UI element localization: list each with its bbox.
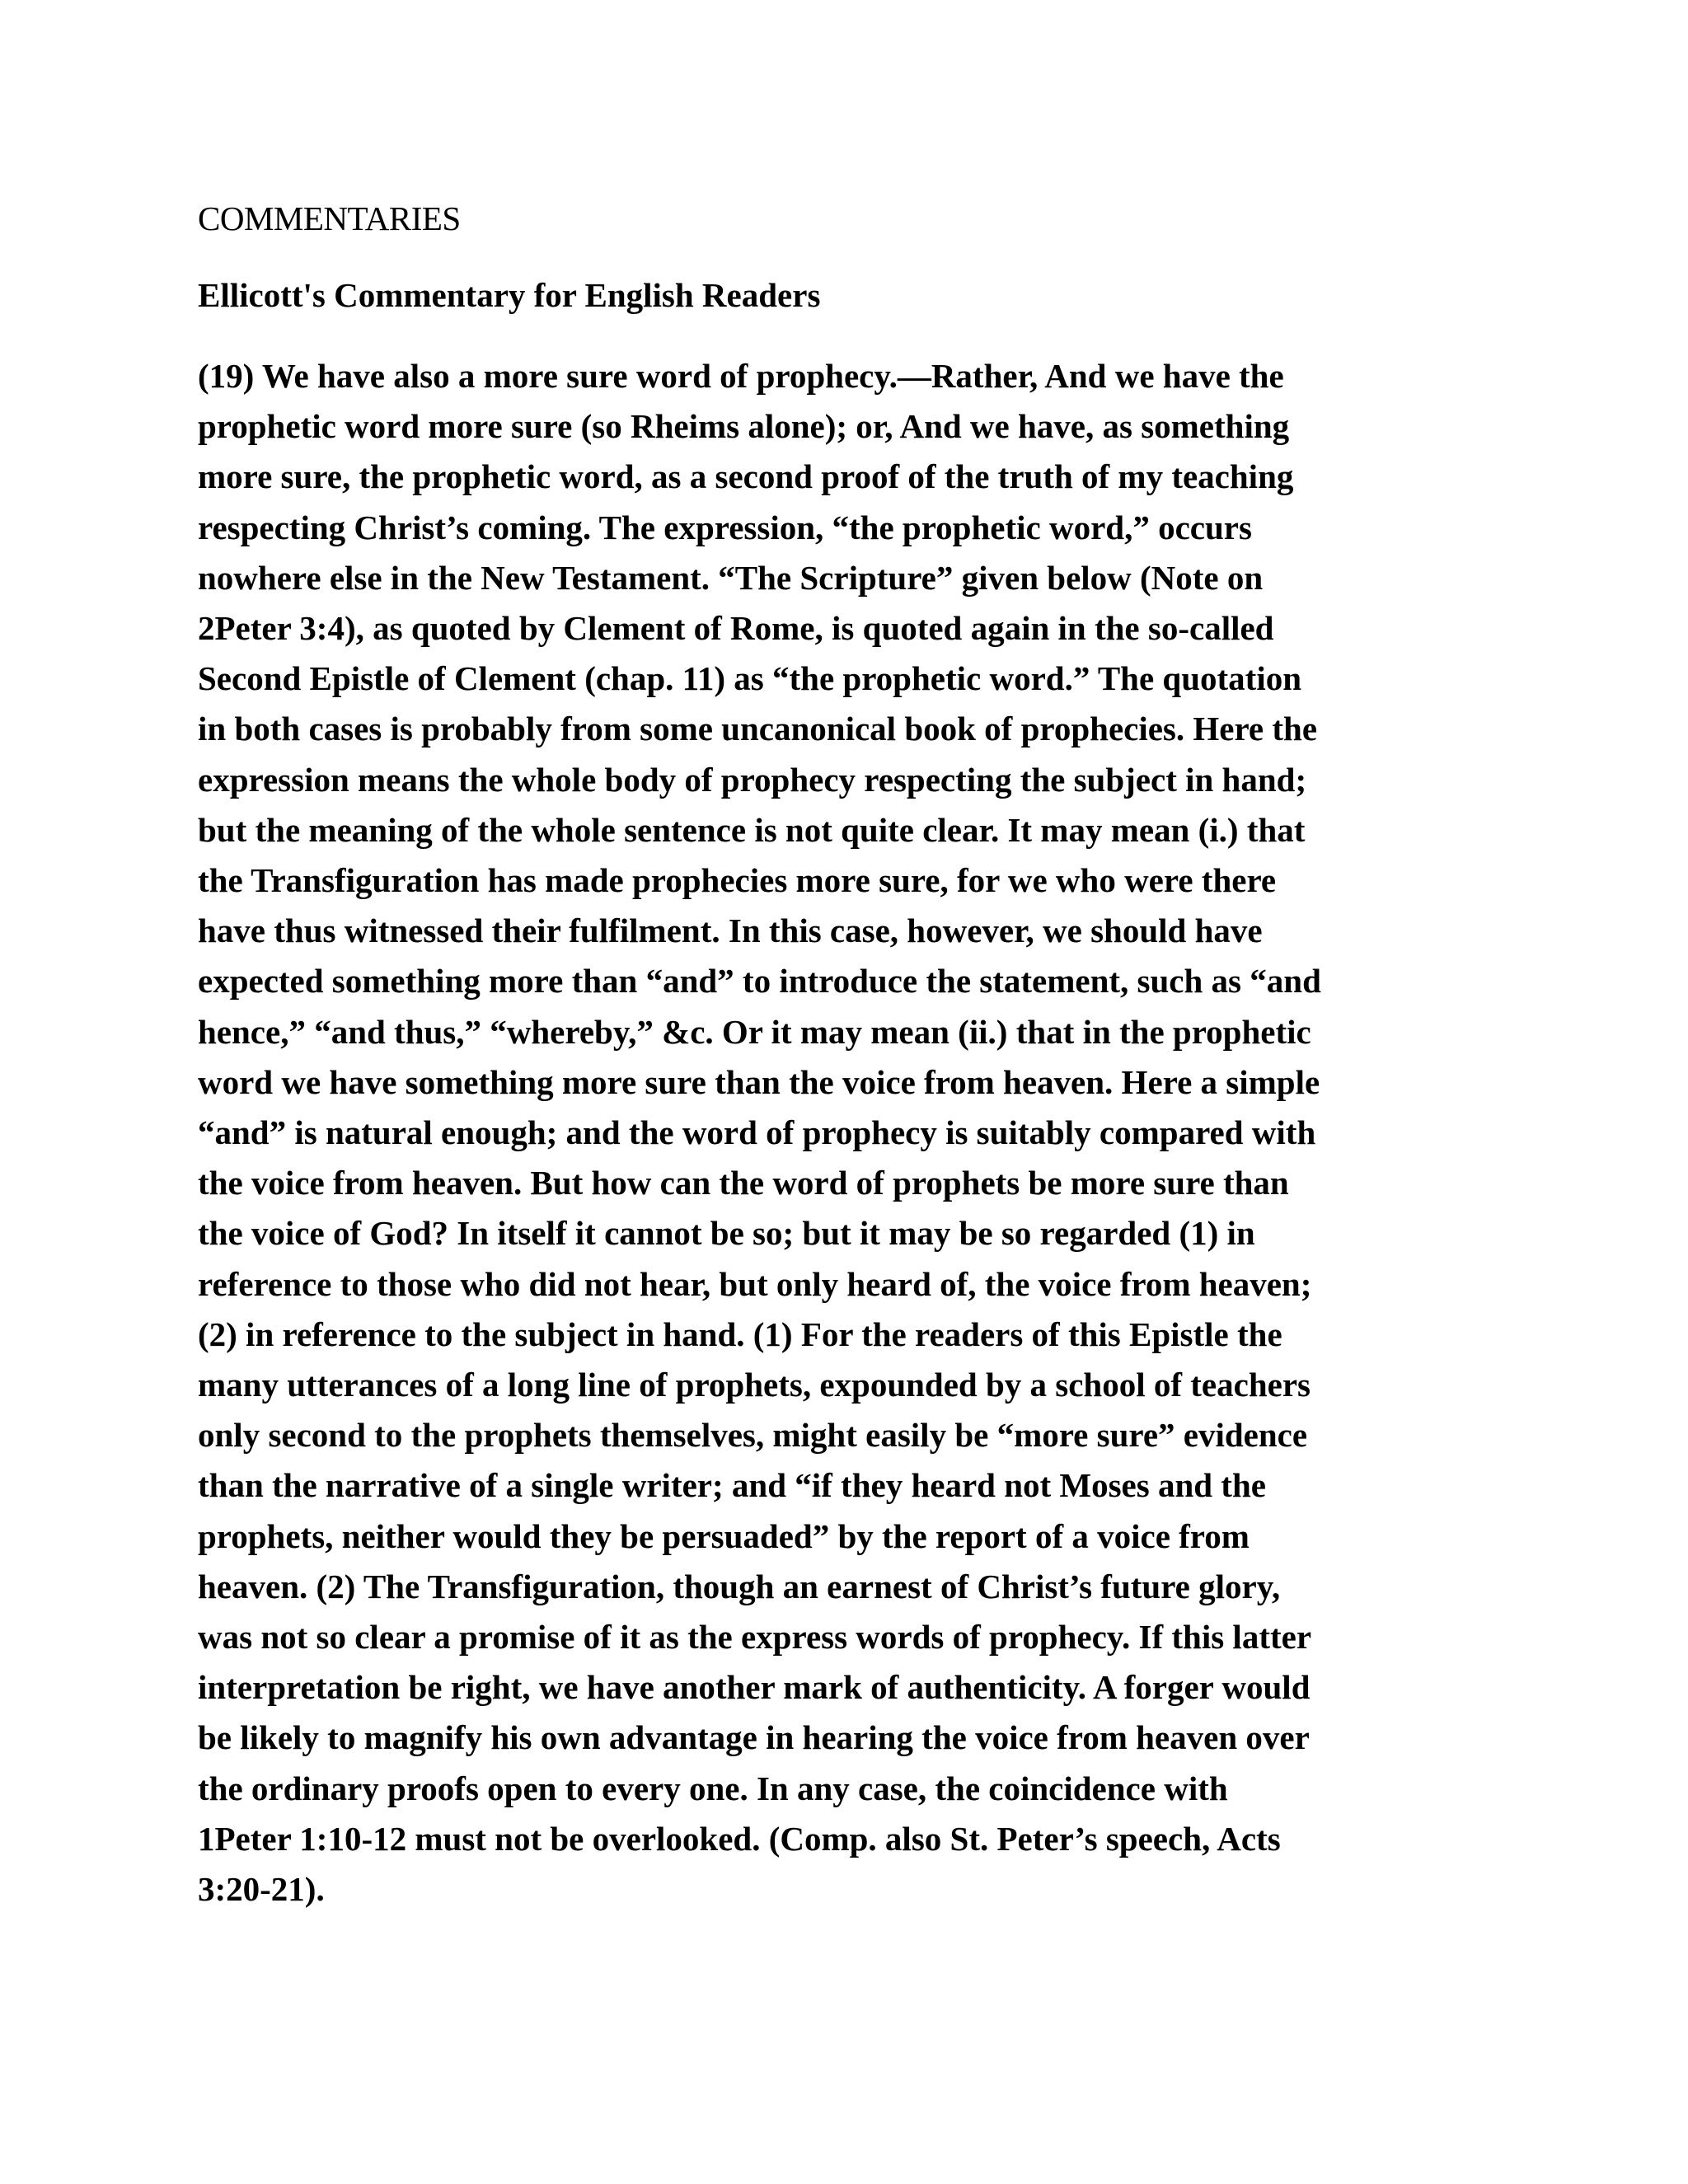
paragraph-line: hence,” “and thus,” “whereby,” &c. Or it may mean (ii.) that in the prophetic <box>198 1012 1311 1051</box>
paragraph-line: heaven. (2) The Transfiguration, though an earnest of Christ’s future glory, <box>198 1567 1281 1605</box>
paragraph-line: many utterances of a long line of prophets, expounded by a school of teachers <box>198 1366 1311 1404</box>
paragraph-line: 3:20-21). <box>198 1870 325 1909</box>
commentary-title: Ellicott's Commentary for English Readers <box>198 276 821 314</box>
paragraph-line: expected something more than “and” to introduce the statement, such as “and <box>198 962 1321 1001</box>
paragraph-line: the Transfiguration has made prophecies more sure, for we who were there <box>198 861 1277 900</box>
paragraph-line: (2) in reference to the subject in hand. (1) For the readers of this Epistle the <box>198 1315 1282 1353</box>
paragraph-line: 2Peter 3:4), as quoted by Clement of Rome, is quoted again in the so-called <box>198 609 1274 648</box>
paragraph-line: “and” is natural enough; and the word of prophecy is suitably compared with <box>198 1113 1316 1152</box>
paragraph-line: prophetic word more sure (so Rheims alone); or, And we have, as something <box>198 407 1290 446</box>
paragraph-line: nowhere else in the New Testament. “The Scripture” given below (Note on <box>198 558 1264 597</box>
paragraph-line: respecting Christ’s coming. The expression, “the prophetic word,” occurs <box>198 508 1252 546</box>
paragraph-line: reference to those who did not hear, but only heard of, the voice from heaven; <box>198 1264 1312 1303</box>
paragraph-line: be likely to magnify his own advantage in hearing the voice from heaven over <box>198 1718 1310 1757</box>
paragraph-line: interpretation be right, we have another mark of authenticity. A forger would <box>198 1668 1311 1707</box>
paragraph-line: only second to the prophets themselves, might easily be “more sure” evidence <box>198 1416 1308 1455</box>
paragraph-line: more sure, the prophetic word, as a second proof of the truth of my teaching <box>198 457 1294 496</box>
paragraph-line: have thus witnessed their fulfilment. In this case, however, we should have <box>198 912 1263 950</box>
paragraph-line: than the narrative of a single writer; and “if they heard not Moses and the <box>198 1466 1266 1505</box>
paragraph-line: the voice from heaven. But how can the word of prophets be more sure than <box>198 1164 1289 1202</box>
document-heading: COMMENTARIES <box>198 199 461 237</box>
commentary-paragraph <box>198 351 1484 1915</box>
paragraph-line: prophets, neither would they be persuaded” by the report of a voice from <box>198 1516 1250 1555</box>
paragraph-line: 1Peter 1:10-12 must not be overlooked. (Comp. also St. Peter’s speech, Acts <box>198 1819 1281 1858</box>
paragraph-line: the ordinary proofs open to every one. In any case, the coincidence with <box>198 1769 1228 1807</box>
paragraph-line: (19) We have also a more sure word of prophecy.—Rather, And we have the <box>198 357 1284 395</box>
paragraph-line: was not so clear a promise of it as the express words of prophecy. If this latter <box>198 1618 1312 1657</box>
paragraph-line: expression means the whole body of prophecy respecting the subject in hand; <box>198 760 1307 799</box>
paragraph-line: but the meaning of the whole sentence is not quite clear. It may mean (i.) that <box>198 810 1306 849</box>
paragraph-line: word we have something more sure than the voice from heaven. Here a simple <box>198 1062 1320 1101</box>
paragraph-line: Second Epistle of Clement (chap. 11) as “the prophetic word.” The quotation <box>198 659 1302 698</box>
paragraph-line: in both cases is probably from some uncanonical book of prophecies. Here the <box>198 710 1318 748</box>
paragraph-line: the voice of God? In itself it cannot be so; but it may be so regarded (1) in <box>198 1214 1255 1253</box>
